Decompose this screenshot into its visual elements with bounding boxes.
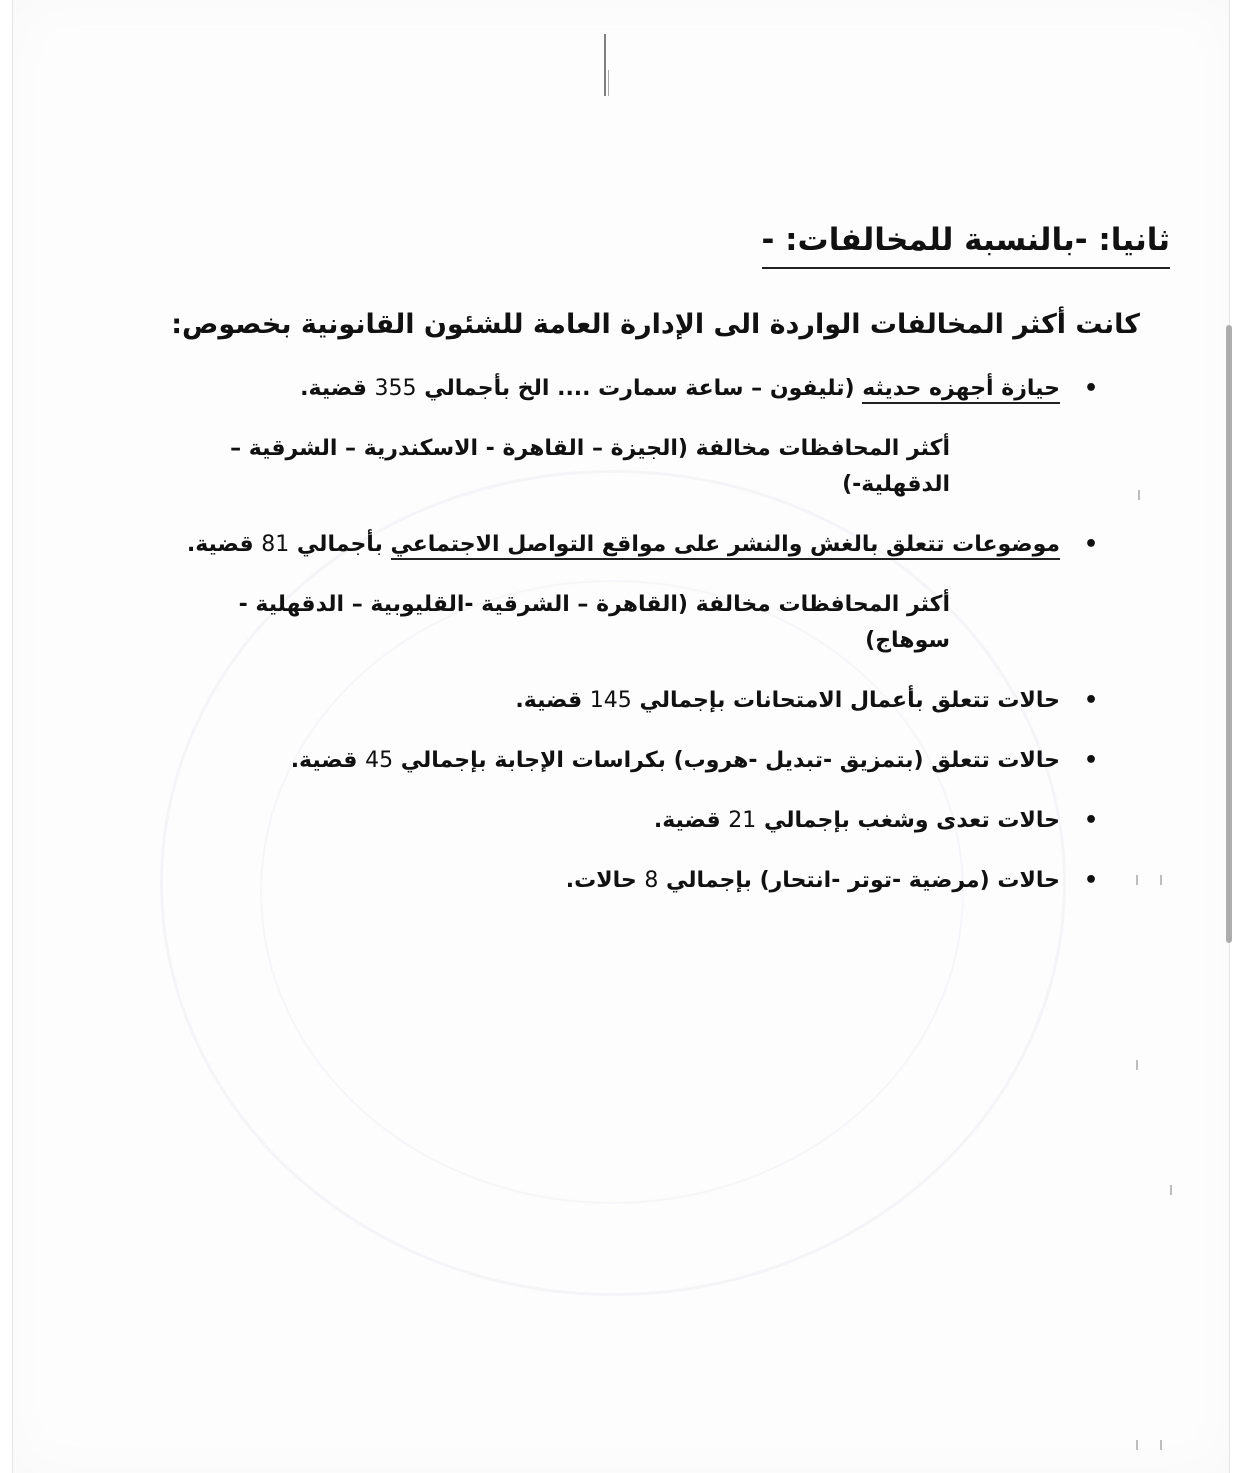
item-tail: قضية.	[290, 748, 366, 773]
item-tail: قضية.	[653, 808, 729, 833]
item-count: 81	[261, 532, 290, 557]
scan-tick	[1136, 1440, 1138, 1450]
scan-tick	[1160, 1440, 1162, 1450]
item-text: (تليفون – ساعة سمارت .... الخ بأجمالي	[416, 376, 863, 401]
item-text: حالات (مرضية -توتر -انتحار) بإجمالي	[658, 868, 1060, 893]
item-tail: حالات.	[565, 868, 645, 893]
intro-paragraph: كانت أكثر المخالفات الواردة الى الإدارة العامة للشئون القانونية بخصوص:	[171, 309, 1140, 340]
scan-mark-secondary	[608, 70, 609, 96]
item-tail: قضية.	[186, 532, 262, 557]
scan-tick	[1136, 1060, 1138, 1070]
item-count: 21	[728, 808, 757, 833]
list-item	[150, 863, 1098, 899]
item-lead: حيازة أجهزه حديثه	[862, 376, 1060, 404]
list-item	[150, 743, 1098, 779]
scrollbar[interactable]	[1226, 325, 1232, 943]
bullet-icon: •	[1083, 376, 1098, 401]
item-lead: موضوعات تتعلق بالغش والنشر على مواقع التواصل الاجتماعي	[391, 532, 1061, 560]
item-count: 145	[589, 688, 632, 713]
scan-tick	[1170, 1185, 1172, 1195]
list-item	[150, 371, 1098, 407]
list-item	[150, 527, 1098, 563]
list-item	[150, 683, 1098, 719]
governorates-line: أكثر المحافظات مخالفة (القاهرة – الشرقية -القليوبية – الدقهلية - سوهاج)	[238, 592, 950, 653]
item-count: 355	[374, 376, 417, 401]
item-text: حالات تتعلق (بتمزيق -تبديل -هروب) بكراسات الإجابة بإجمالي	[393, 748, 1060, 773]
bullet-icon: •	[1083, 808, 1098, 833]
scan-mark	[604, 34, 606, 96]
section-title: ثانيا: -بالنسبة للمخالفات: -	[762, 215, 1171, 269]
bullet-icon: •	[1083, 688, 1098, 713]
document-body	[150, 215, 1170, 899]
bullet-icon: •	[1083, 532, 1098, 557]
item-count: 8	[644, 868, 659, 893]
bullet-icon: •	[1083, 748, 1098, 773]
violations-list	[150, 371, 1170, 899]
item-count: 45	[365, 748, 394, 773]
list-item	[150, 803, 1098, 839]
item-tail: قضية.	[300, 376, 375, 401]
item-tail: قضية.	[515, 688, 590, 713]
item-text: بأجمالي	[289, 532, 391, 557]
bullet-icon: •	[1083, 868, 1098, 893]
item-text: حالات تتعلق بأعمال الامتحانات بإجمالي	[631, 688, 1060, 713]
item-text: حالات تعدى وشغب بإجمالي	[756, 808, 1060, 833]
governorates-line: أكثر المحافظات مخالفة (الجيزة – القاهرة - الاسكندرية – الشرقية – الدقهلية-)	[230, 436, 950, 497]
